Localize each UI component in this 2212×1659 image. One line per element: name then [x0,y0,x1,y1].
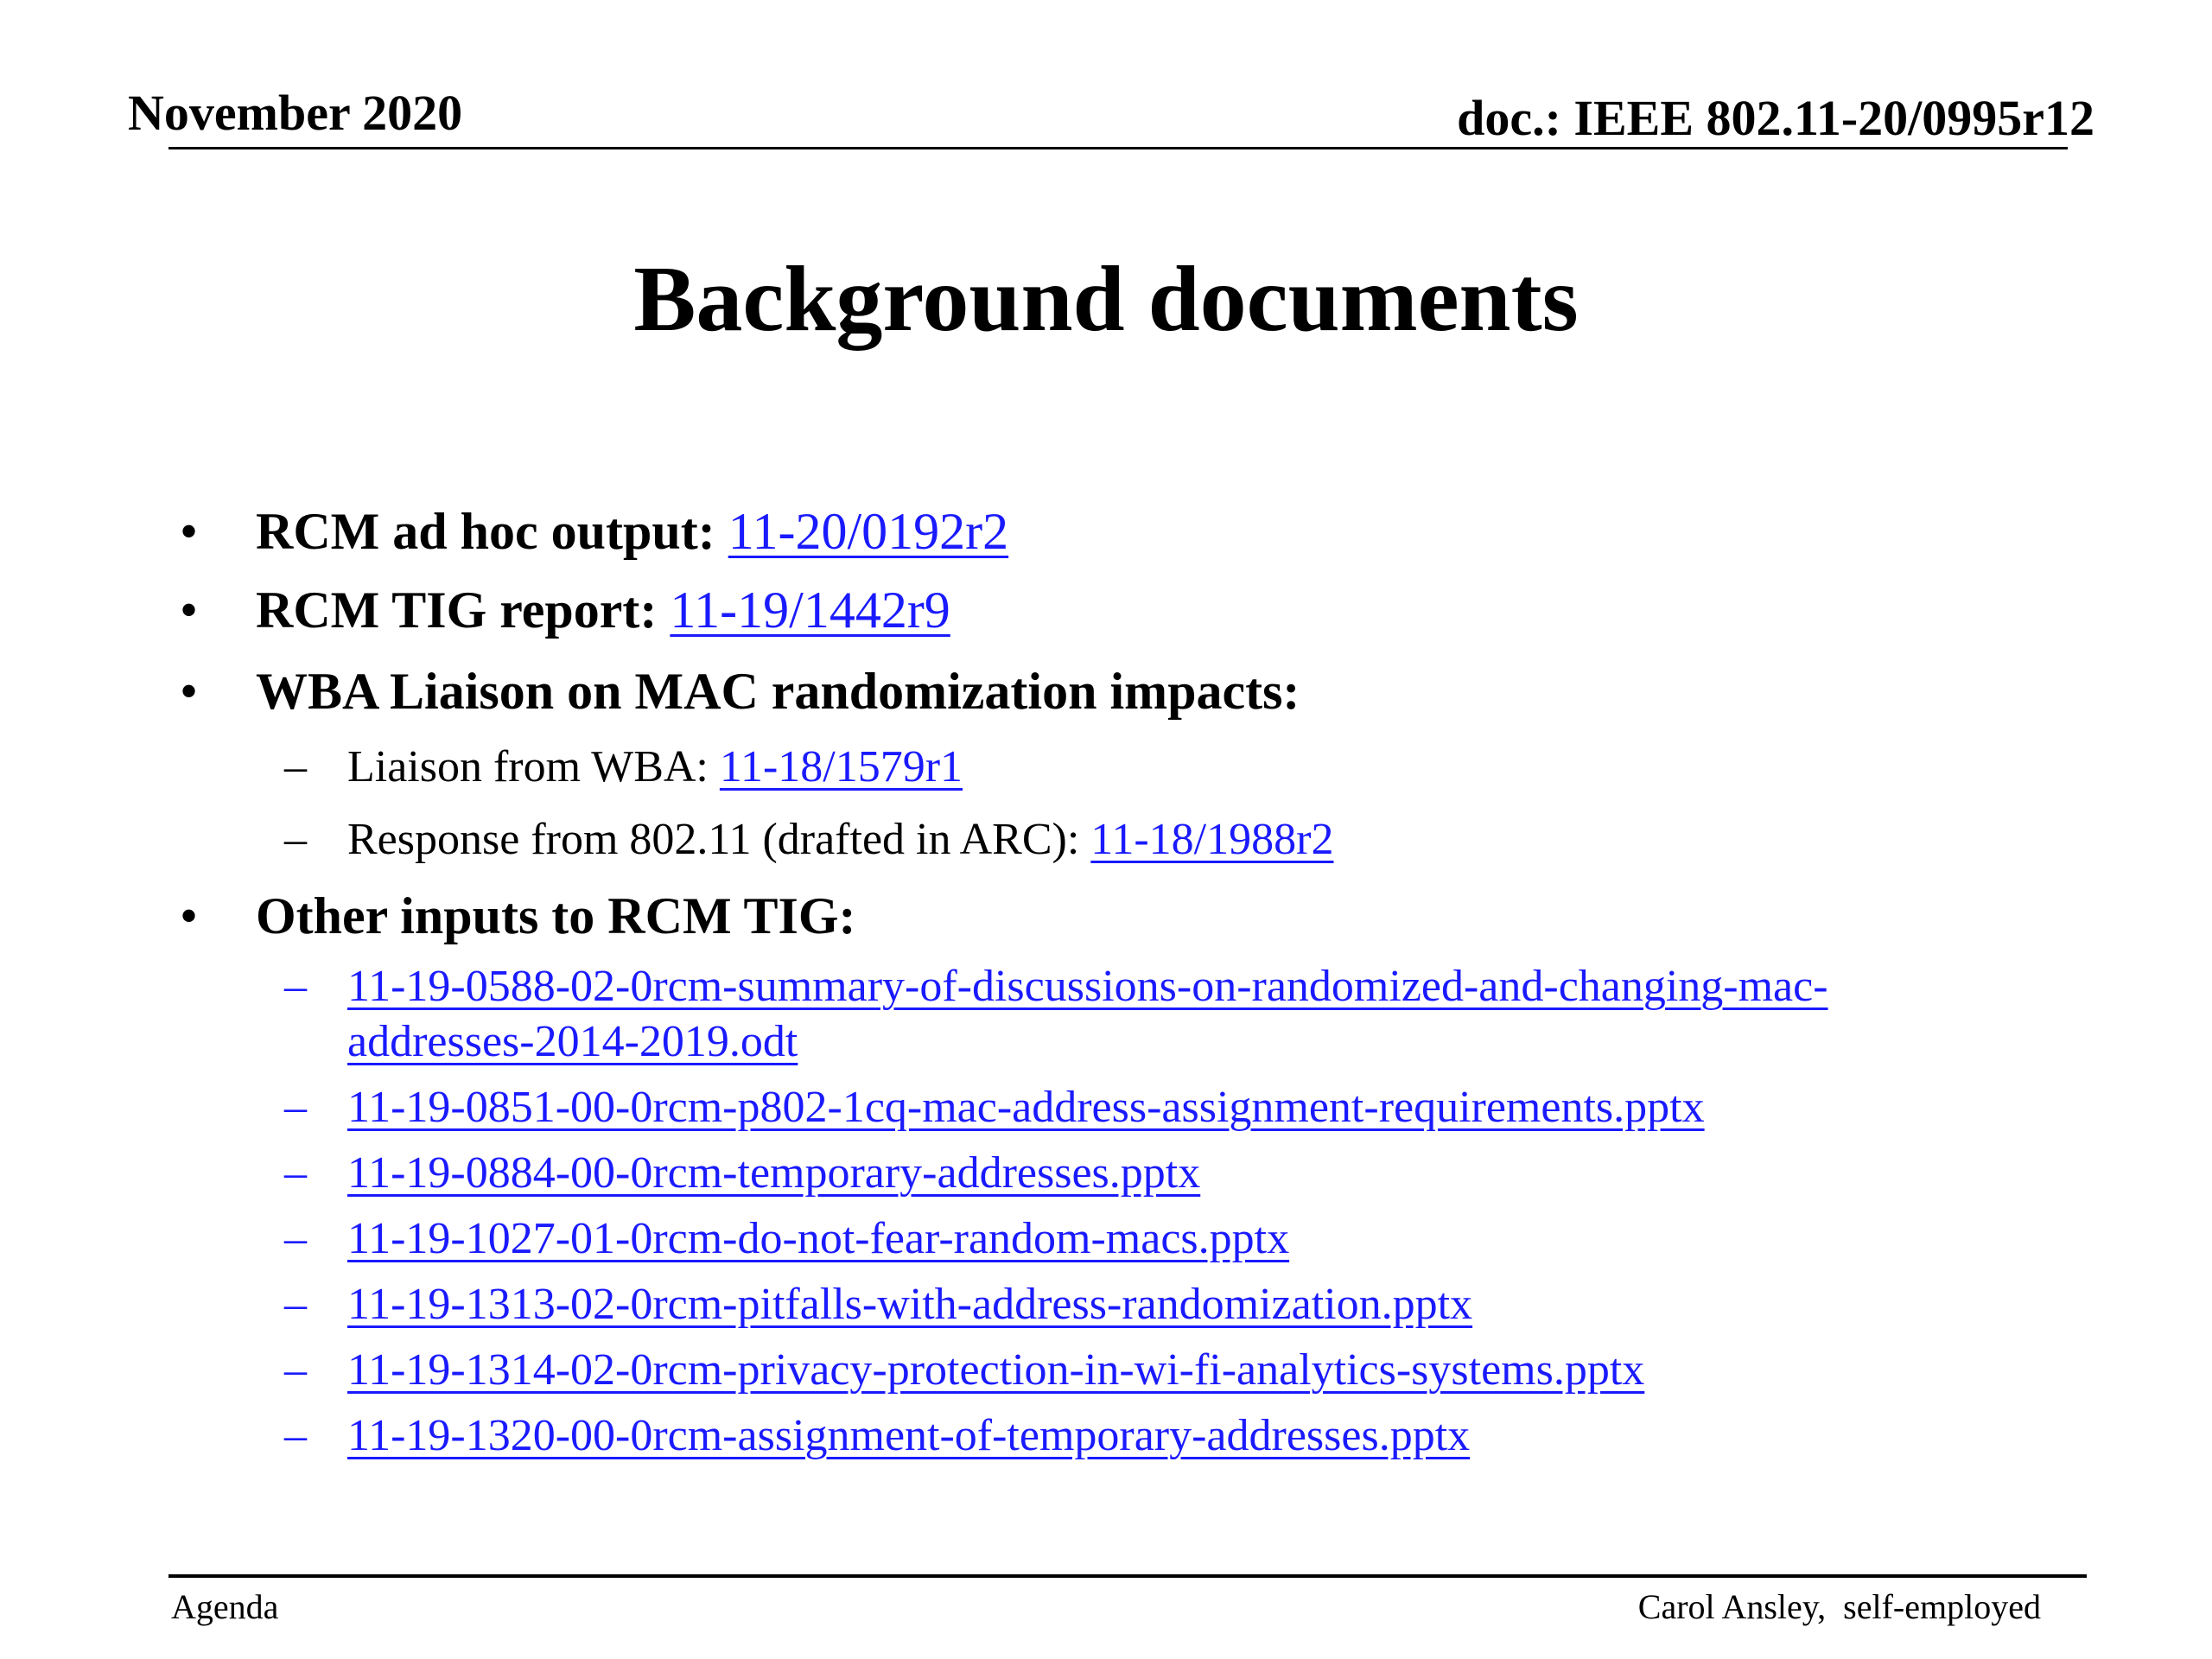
dash-icon: – [284,1148,307,1198]
bullet-label: WBA Liaison on MAC randomization impacts: [256,663,1300,720]
doc-link[interactable]: 11-19-0588-02-0rcm-summary-of-discussions-on-randomized-and-changing-mac- [347,962,1828,1011]
bullet-wba-liaison [180,663,1300,720]
doc-link-item [284,1083,1705,1132]
bullet-rcm-tig-report [180,582,950,639]
footer-agenda: Agenda [171,1587,279,1626]
doc-link-item [284,1214,1290,1263]
dash-icon: – [284,1083,307,1132]
link-11-18-1988r2[interactable]: 11-18/1988r2 [1090,815,1334,864]
doc-link-item-continued [347,1017,798,1066]
header-date: November 2020 [128,85,463,141]
doc-link[interactable]: 11-19-0851-00-0rcm-p802-1cq-mac-address-assignment-requirements.pptx [347,1083,1705,1132]
link-11-18-1579r1[interactable]: 11-18/1579r1 [719,742,963,791]
doc-link-item [284,1280,1473,1329]
dash-icon: – [284,1280,307,1329]
dash-icon: – [284,962,307,1011]
link-11-20-0192r2[interactable]: 11-20/0192r2 [728,503,1009,560]
dash-icon: – [284,742,307,791]
dash-icon: – [284,1214,307,1263]
dash-icon: – [284,1411,307,1460]
bullet-rcm-adhoc [180,503,1009,560]
bullet-icon: • [180,503,199,560]
doc-link-item [284,1148,1201,1198]
link-11-19-1442r9[interactable]: 11-19/1442r9 [670,582,950,639]
sub-item-response-from-80211 [284,815,1334,864]
doc-link[interactable]: 11-19-1313-02-0rcm-pitfalls-with-address-randomization.pptx [347,1280,1473,1329]
footer-author: Carol Ansley, self-employed [1637,1587,2041,1626]
doc-link-continued[interactable]: addresses-2014-2019.odt [347,1017,798,1066]
header-doc-id: doc.: IEEE 802.11-20/0995r12 [1457,90,2094,146]
doc-link[interactable]: 11-19-0884-00-0rcm-temporary-addresses.pptx [347,1148,1201,1198]
footer-rule [168,1574,2087,1578]
sub-item-label: Response from 802.11 (drafted in ARC): [347,815,1091,864]
slide-title: Background documents [633,248,1579,351]
bullet-label: RCM TIG report: [256,582,671,639]
sub-item-label: Liaison from WBA: [347,742,720,791]
bullet-other-inputs [180,887,856,944]
sub-item-liaison-from-wba [284,742,963,791]
doc-link-item [284,1411,1471,1460]
doc-link[interactable]: 11-19-1314-02-0rcm-privacy-protection-in-wi-fi-analytics-systems.pptx [347,1345,1645,1395]
doc-link-item [284,962,1828,1011]
doc-link[interactable]: 11-19-1320-00-0rcm-assignment-of-temporary-addresses.pptx [347,1411,1471,1460]
dash-icon: – [284,815,307,864]
bullet-icon: • [180,887,199,944]
bullet-icon: • [180,582,199,639]
bullet-label: Other inputs to RCM TIG: [256,887,856,944]
bullet-icon: • [180,663,199,720]
bullet-label: RCM ad hoc output: [256,503,728,560]
doc-link-item [284,1345,1645,1395]
doc-link[interactable]: 11-19-1027-01-0rcm-do-not-fear-random-macs.pptx [347,1214,1290,1263]
dash-icon: – [284,1345,307,1395]
